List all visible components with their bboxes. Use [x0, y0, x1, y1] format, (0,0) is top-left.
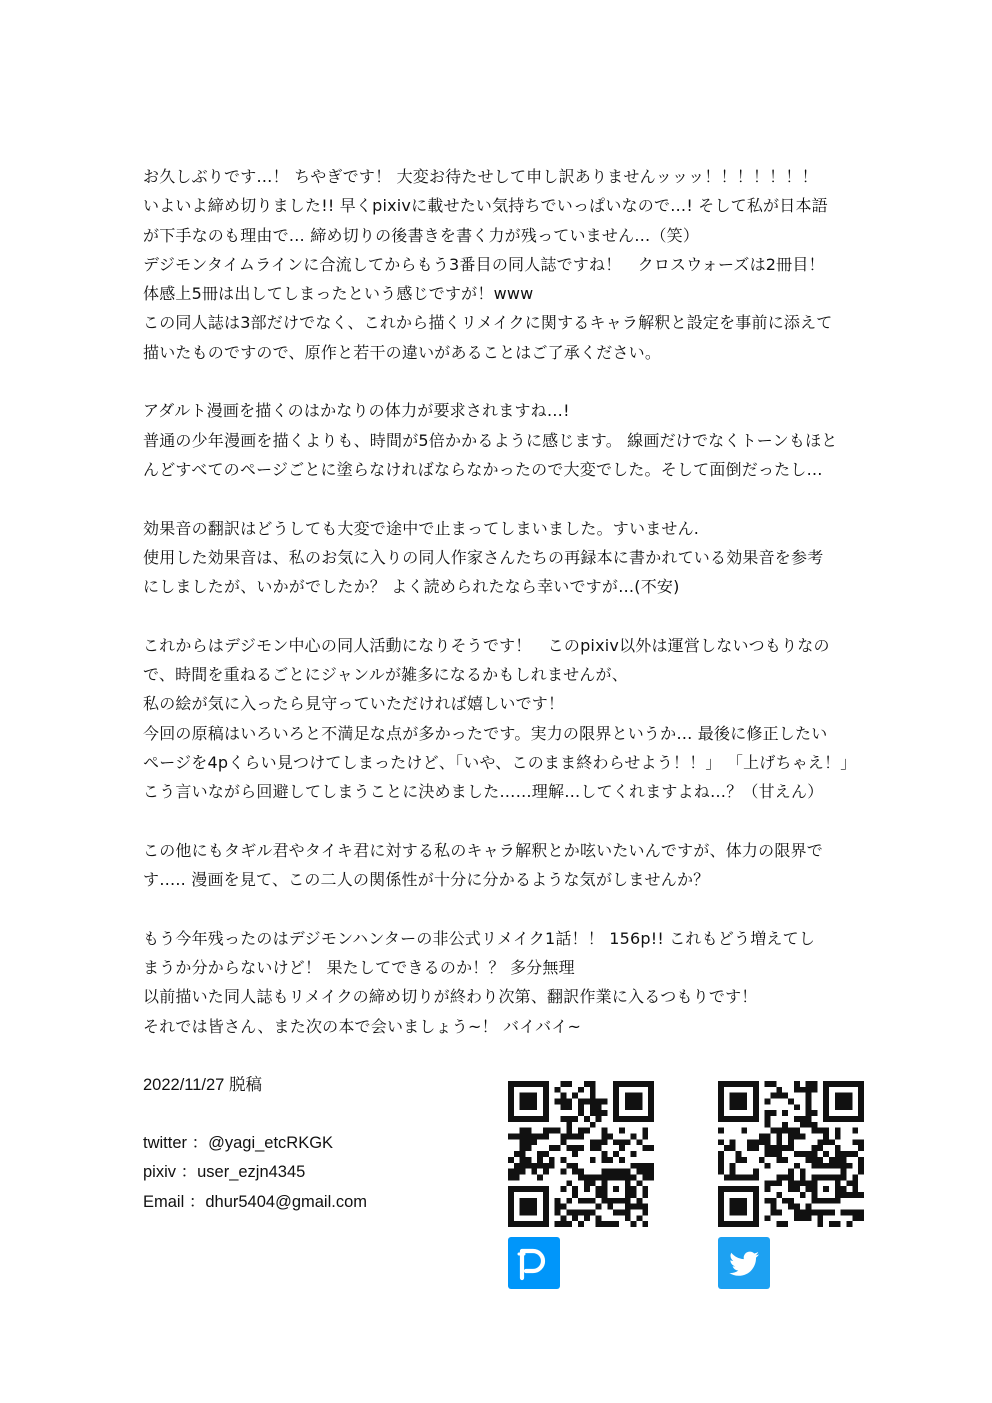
twitter-qr-code[interactable] — [718, 1081, 864, 1227]
afterword-line: お久しぶりです…！ ちやぎです！ 大変お待たせして申し訳ありませんッッッ！！！！！！！ — [143, 167, 818, 186]
afterword-line: デジモンタイムラインに合流してからもう3番目の同人誌ですね！ クロスウォーズは2冊目！ — [143, 254, 825, 274]
pixiv-user-id: pixiv ：user_ezjn4345 — [143, 1163, 306, 1182]
afterword-line: こう言いながら回避してしまうことに決めました……理解…してくれますよね…？（甘えん） — [143, 782, 824, 802]
afterword-line: まうか分からないけど！ 果たしてできるのか！？ 多分無理 — [143, 958, 575, 978]
afterword-line: す….. 漫画を見て、この二人の関係性が十分に分かるような気がしませんか？ — [143, 870, 710, 890]
afterword-line: 描いたものですので、原作と若干の違いがあることはご了承ください。 — [143, 342, 662, 362]
afterword-line: それでは皆さん、また次の本で会いましょう~！ バイバイ~ — [143, 1016, 582, 1036]
email-address: Email ：dhur5404@gmail.com — [143, 1192, 368, 1211]
signoff — [143, 1071, 473, 1217]
paragraph-gap — [143, 601, 863, 630]
afterword-line: 今回の原稿はいろいろと不満足な点が多かったです。実力の限界というか… 最後に修正したい — [143, 723, 828, 743]
twitter-handle: twitter ：@yagi_etcRKGK — [143, 1134, 334, 1152]
qr-code-icon — [718, 1081, 864, 1227]
afterword-line: これからはデジモン中心の同人活動になりそうです！ このpixiv以外は運営しないつもりなの — [143, 635, 830, 655]
afterword-line: んどすべてのページごとに塗らなければならなかったので大変でした。そして面倒だったし… — [143, 459, 823, 479]
afterword-line: 普通の少年漫画を描くよりも、時間が5倍かかるように感じます。 線画だけでなくトーンもほと — [143, 430, 838, 450]
paragraph-gap — [143, 807, 863, 836]
afterword-line: 使用した効果音は、私のお気に入りの同人作家さんたちの再録本に書かれている効果音を参考 — [143, 547, 824, 567]
afterword-line: この同人誌は3部だけでなく、これから描くリメイクに関するキャラ解釈と設定を事前に添えて — [143, 313, 833, 333]
afterword-line: アダルト漫画を描くのはかなりの体力が要求されますね…! — [143, 401, 570, 421]
afterword-line: で、時間を重ねるごとにジャンルが雑多になるかもしれませんが、 — [143, 665, 628, 685]
afterword-line: 効果音の翻訳はどうしても大変で途中で止まってしまいました。すいません. — [143, 518, 700, 538]
paragraph-gap — [143, 484, 863, 513]
twitter-bird-icon[interactable] — [718, 1237, 770, 1289]
afterword-line: もう今年残ったのはデジモンハンターの非公式リメイク1話！！ 156p!! これもどう増えてし — [143, 928, 816, 948]
pixiv-qr-code[interactable] — [508, 1081, 654, 1227]
afterword-line: 体感上5冊は出してしまったという感じですが！www — [143, 284, 534, 304]
afterword-text — [143, 162, 863, 1041]
qr-code-icon — [508, 1081, 654, 1227]
afterword-line: 以前描いた同人誌もリメイクの締め切りが終わり次第、翻訳作業に入るつもりです！ — [143, 987, 758, 1007]
afterword-line: 私の絵が気に入ったら見守っていただければ嬉しいです！ — [143, 694, 565, 714]
paragraph-gap — [143, 367, 863, 396]
afterword-line: いよいよ締め切りました!! 早くpixivに載せたい気持ちでいっぱいなので…! そして私が日本語 — [143, 196, 828, 216]
completion-date: 2022/11/27 脱稿 — [143, 1076, 262, 1094]
contact-list — [143, 1129, 473, 1217]
afterword-line: ページを4pくらい見つけてしまったけど、「いや、このまま終わらせよう！！」 「上げちゃえ！」 — [143, 752, 857, 772]
afterword-line: この他にもタギル君やタイキ君に対する私のキャラ解釈とか呟いたいんですが、体力の限界で — [143, 840, 823, 860]
pixiv-logo-icon[interactable] — [508, 1237, 560, 1289]
afterword-line: にしましたが、いかがでしたか？ よく読められたなら幸いですが…(不安) — [143, 577, 680, 597]
afterword-line: が下手なのも理由で… 締め切りの後書きを書く力が残っていません…（笑） — [143, 225, 700, 245]
paragraph-gap — [143, 894, 863, 923]
